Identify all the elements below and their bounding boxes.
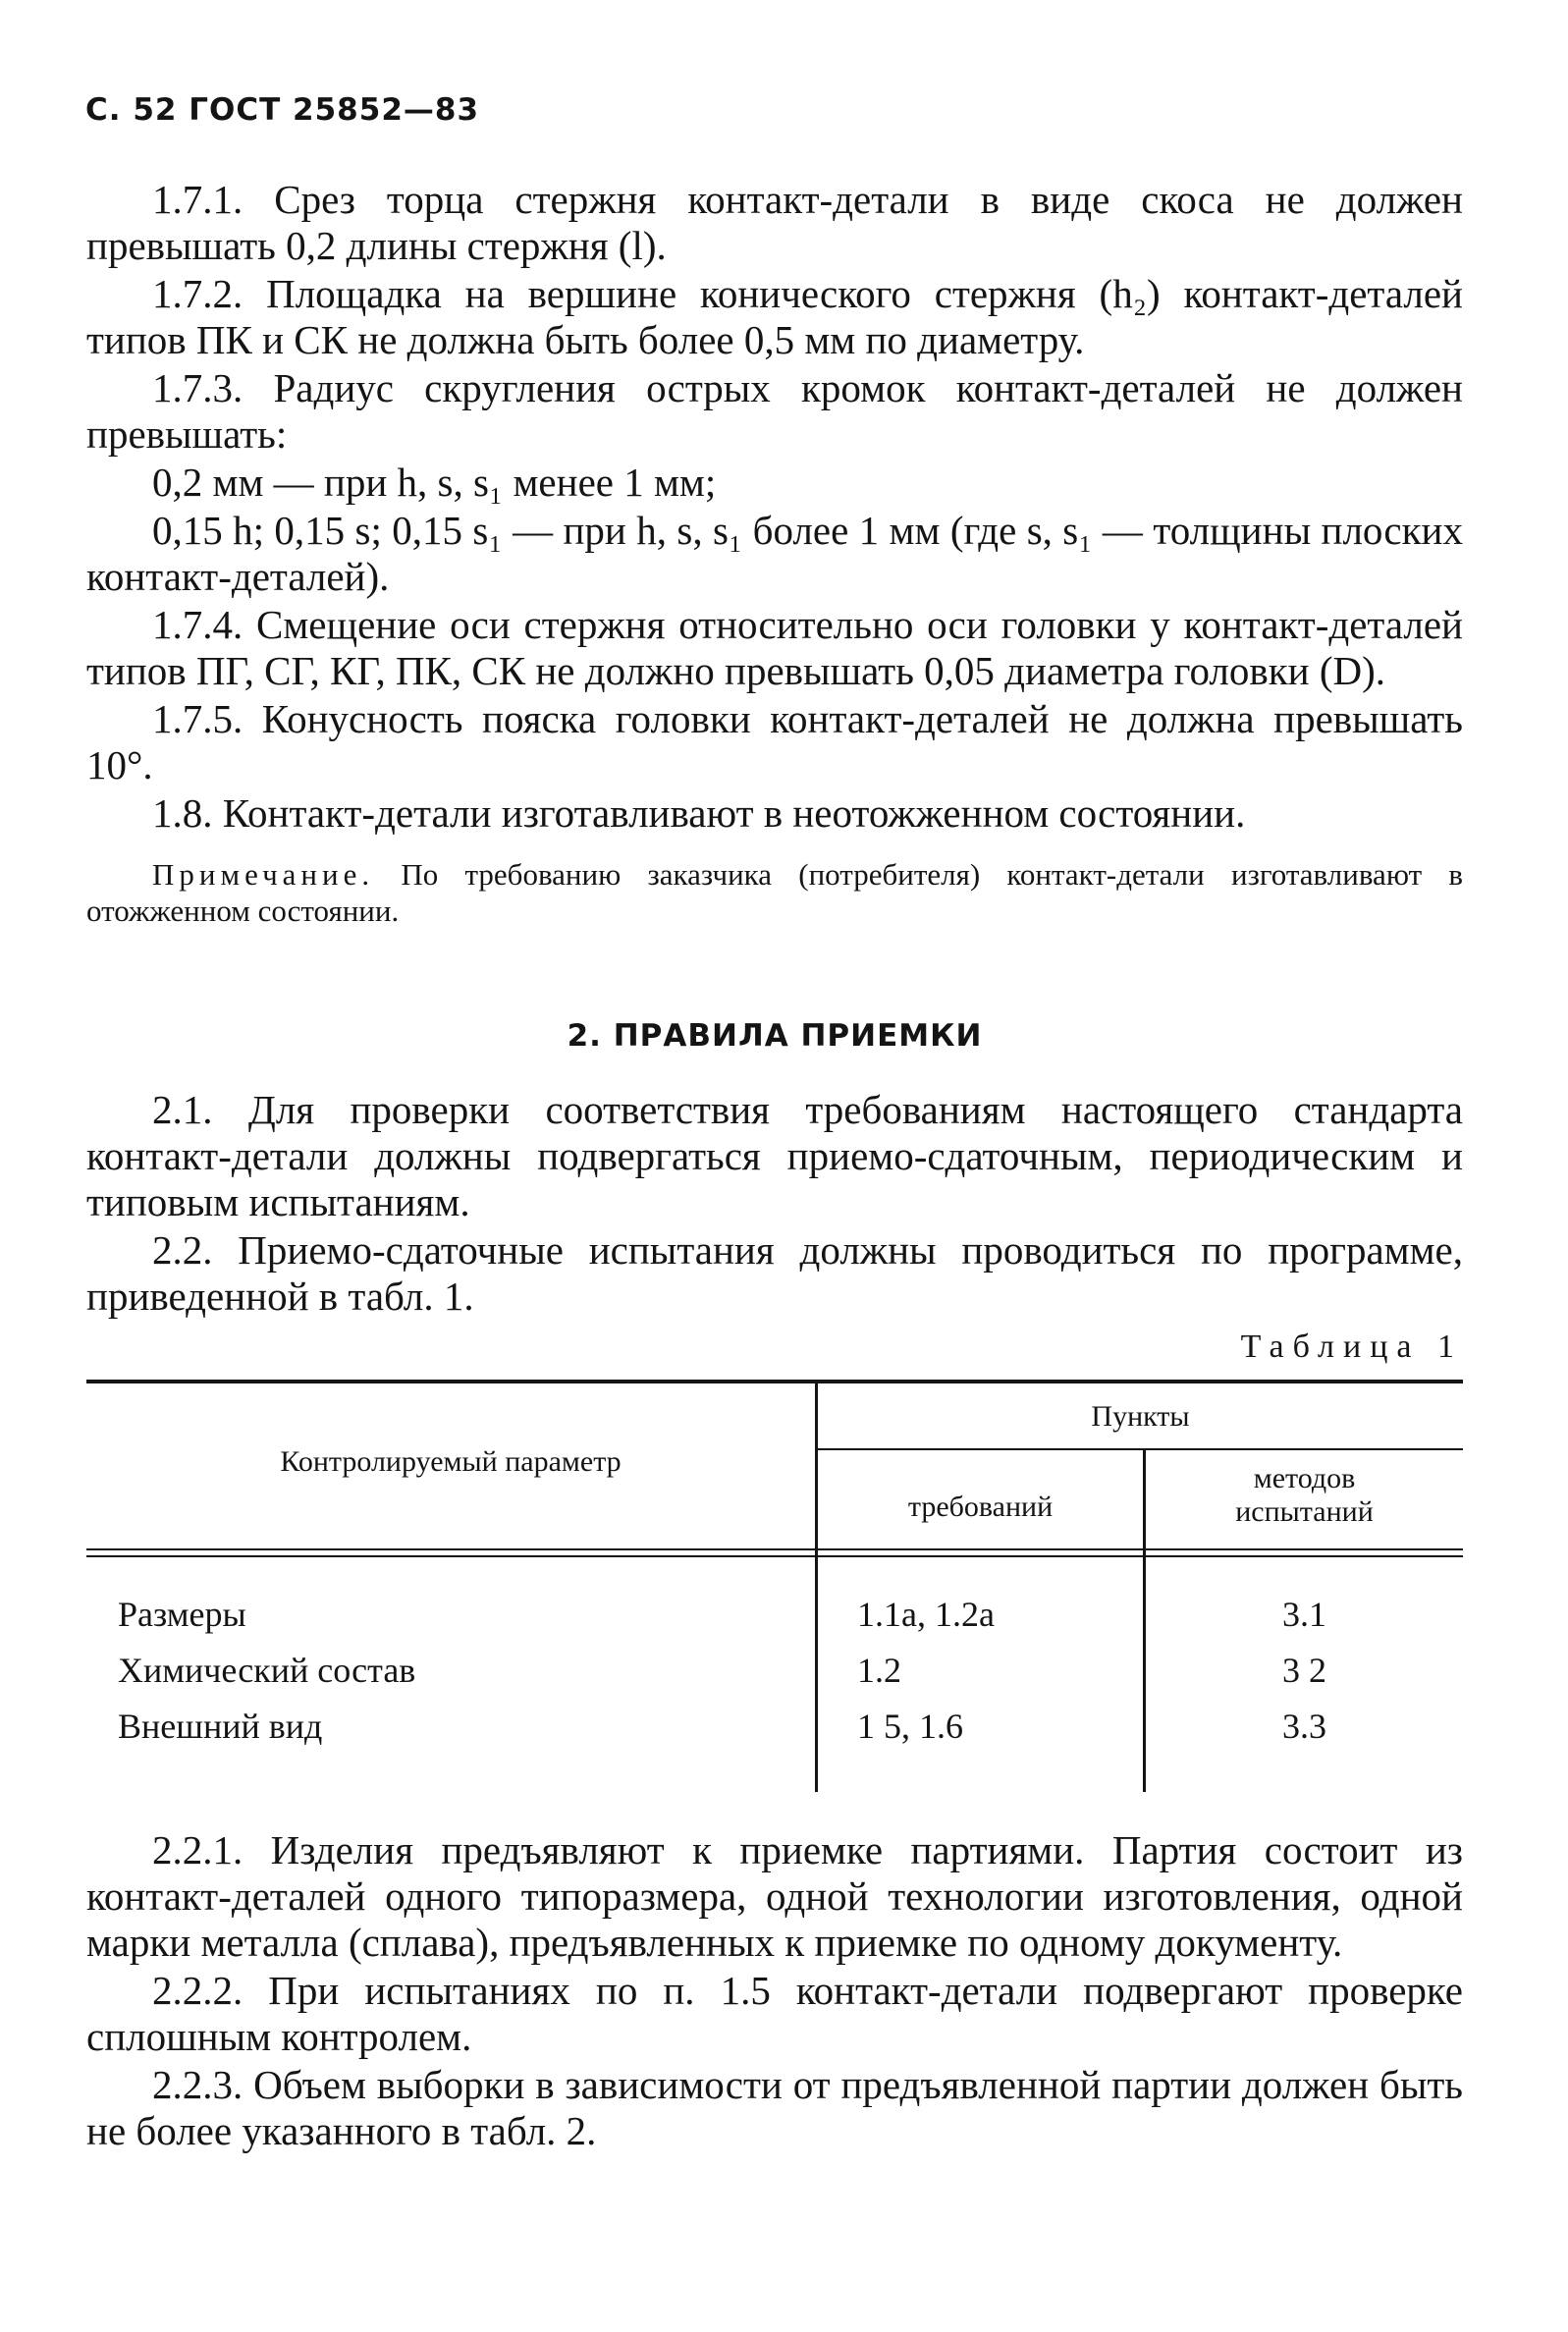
table-caption: Таблица 1 xyxy=(1240,1329,1463,1365)
table-1 xyxy=(86,1380,1463,1792)
paragraph-2-2-2: 2.2.2. При испытаниях по п. 1.5 контакт-детали подвергают проверке сплошным контролем. xyxy=(86,1968,1463,2059)
header-group: Пункты xyxy=(1091,1400,1190,1433)
paragraph-2-2-3: 2.2.3. Объем выборки в зависимости от предъявленной партии должен быть не более указанного в табл. 2. xyxy=(86,2062,1463,2153)
header-methods-1: методов xyxy=(1253,1462,1356,1494)
paragraph-2-1: 2.1. Для проверки соответствия требованиям настоящего стандарта контакт-детали должны подвергаться приемо-сдаточным, периодическим и типовым испытаниям. xyxy=(86,1087,1463,1224)
table-header-rule-2 xyxy=(86,1555,1463,1557)
table-divider-1 xyxy=(815,1380,818,1792)
paragraph-1-7-3: 1.7.3. Радиус скругления острых кромок контакт-деталей не должен превышать: xyxy=(86,365,1463,457)
header-req: требований xyxy=(907,1491,1054,1523)
paragraph-1-7-3-item-1: 0,2 мм — при h, s, s₁ менее 1 мм; xyxy=(152,460,717,505)
header-param: Контролируемый параметр xyxy=(280,1445,622,1478)
header-methods-2: испытаний xyxy=(1235,1495,1374,1528)
row-3-method: 3.3 xyxy=(1282,1707,1326,1746)
document-body xyxy=(86,177,1463,2156)
table-header-rule-1 xyxy=(86,1548,1463,1550)
paragraph-1-8: 1.8. Контакт-детали изготавливают в неотожженном состоянии. xyxy=(152,790,1246,836)
note-text: По требованию заказчика (потребителя) контакт-детали изготавливают в отожженном состоянии. xyxy=(86,857,1463,928)
row-2-param: Химический состав xyxy=(118,1651,416,1690)
row-2-method: 3 2 xyxy=(1282,1651,1326,1690)
paragraph-1-7-4: 1.7.4. Смещение оси стержня относительно оси головки у контакт-деталей типов ПГ, СГ, КГ, ПК, СК не должно превышать 0,05 диаметра головки (D). xyxy=(86,602,1463,693)
row-3-req: 1 5, 1.6 xyxy=(857,1707,963,1746)
table-top-rule xyxy=(86,1380,1463,1383)
table-group-rule xyxy=(817,1448,1463,1450)
paragraph-2-2: 2.2. Приемо-сдаточные испытания должны проводиться по программе, приведенной в табл. 1. xyxy=(86,1227,1463,1319)
row-2-req: 1.2 xyxy=(857,1651,901,1690)
row-1-method: 3.1 xyxy=(1282,1595,1326,1634)
table-spacer xyxy=(86,1792,1463,1827)
row-3-param: Внешний вид xyxy=(118,1707,323,1746)
section-title: 2. ПРАВИЛА ПРИЕМКИ xyxy=(567,1018,983,1054)
note-label: Примечание. xyxy=(152,857,375,892)
paragraph-2-2-1: 2.2.1. Изделия предъявляют к приемке партиями. Партия состоит из контакт-деталей одного типоразмера, одной технологии изготовления, одной марки металла (сплава), предъявленных к приемке по одному документу. xyxy=(86,1827,1463,1965)
row-1-param: Размеры xyxy=(118,1595,246,1634)
note xyxy=(86,856,1463,929)
page-header: С. 52 ГОСТ 25852—83 xyxy=(85,92,480,128)
paragraph-1-7-1: 1.7.1. Срез торца стержня контакт-детали в виде скоса не должен превышать 0,2 длины стержня (l). xyxy=(86,177,1463,268)
paragraph-1-7-2: 1.7.2. Площадка на вершине конического стержня (h₂) контакт-деталей типов ПК и СК не должна быть более 0,5 мм по диаметру. xyxy=(86,271,1463,362)
row-1-req: 1.1а, 1.2а xyxy=(857,1595,995,1634)
paragraph-1-7-3-item-2: 0,15 h; 0,15 s; 0,15 s₁ — при h, s, s₁ более 1 мм (где s, s₁ — толщины плоских контакт-деталей). xyxy=(86,508,1463,599)
paragraph-1-7-5: 1.7.5. Конусность пояска головки контакт-деталей не должна превышать 10°. xyxy=(86,696,1463,787)
